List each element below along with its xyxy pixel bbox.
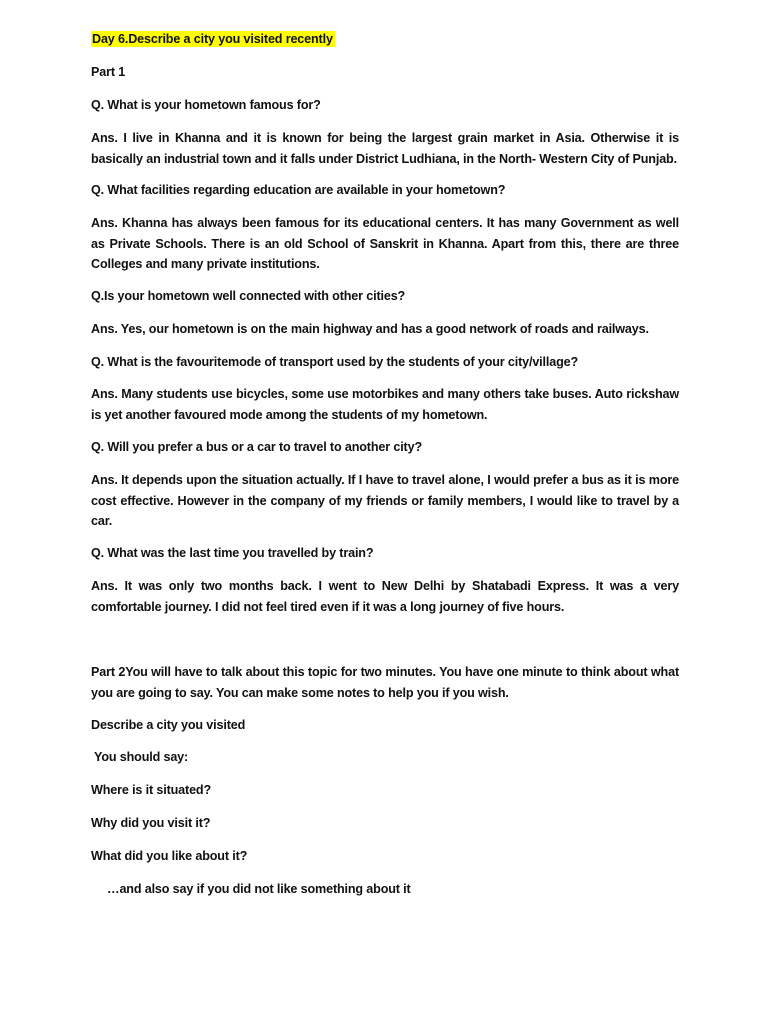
answer-4: Ans. Many students use bicycles, some use motorbikes and many others take buses. Auto rickshaw is yet another favoured mode among the students of my hometown. xyxy=(91,387,679,422)
question-5: Q. Will you prefer a bus or a car to travel to another city? xyxy=(91,440,422,454)
question-4: Q. What is the favouritemode of transport used by the students of your city/village? xyxy=(91,355,579,369)
answer-6: Ans. It was only two months back. I went to New Delhi by Shatabadi Express. It was a very comfortable journey. I did not feel tired even if it was a long journey of five hours. xyxy=(91,579,679,614)
part2-prompt: What did you like about it? xyxy=(91,849,248,863)
question-6: Q. What was the last time you travelled by train? xyxy=(91,546,374,560)
answer-3: Ans. Yes, our hometown is on the main highway and has a good network of roads and railways. xyxy=(91,322,649,336)
part2-prompt: Where is it situated? xyxy=(91,783,212,797)
part2-should-say: You should say: xyxy=(94,750,189,764)
question-3: Q.Is your hometown well connected with other cities? xyxy=(91,289,406,303)
part1-heading: Part 1 xyxy=(91,65,126,79)
answer-1: Ans. I live in Khanna and it is known for being the largest grain market in Asia. Otherwise it is basically an industrial town and it falls under District Ludhiana, in the North- Western City of Punjab. xyxy=(91,131,679,166)
document-title xyxy=(91,29,335,49)
title-highlight: Day 6.Describe a city you visited recently xyxy=(92,32,333,46)
question-1: Q. What is your hometown famous for? xyxy=(91,98,321,112)
answer-2: Ans. Khanna has always been famous for its educational centers. It has many Government as well as Private Schools. There is an old School of Sanskrit in Khanna. Apart from this, there are three Colleges and many private institutions. xyxy=(91,216,679,271)
part2-prompt: Why did you visit it? xyxy=(91,816,211,830)
question-2: Q. What facilities regarding education are available in your hometown? xyxy=(91,183,506,197)
part2-topic: Describe a city you visited xyxy=(91,718,246,732)
part2-closing: …and also say if you did not like something about it xyxy=(107,882,411,896)
part2-intro: Part 2You will have to talk about this topic for two minutes. You have one minute to think about what you are going to say. You can make some notes to help you if you wish. xyxy=(91,665,679,700)
answer-5: Ans. It depends upon the situation actually. If I have to travel alone, I would prefer a bus as it is more cost effective. However in the company of my friends or family members, I would like to travel by a car. xyxy=(91,473,679,528)
